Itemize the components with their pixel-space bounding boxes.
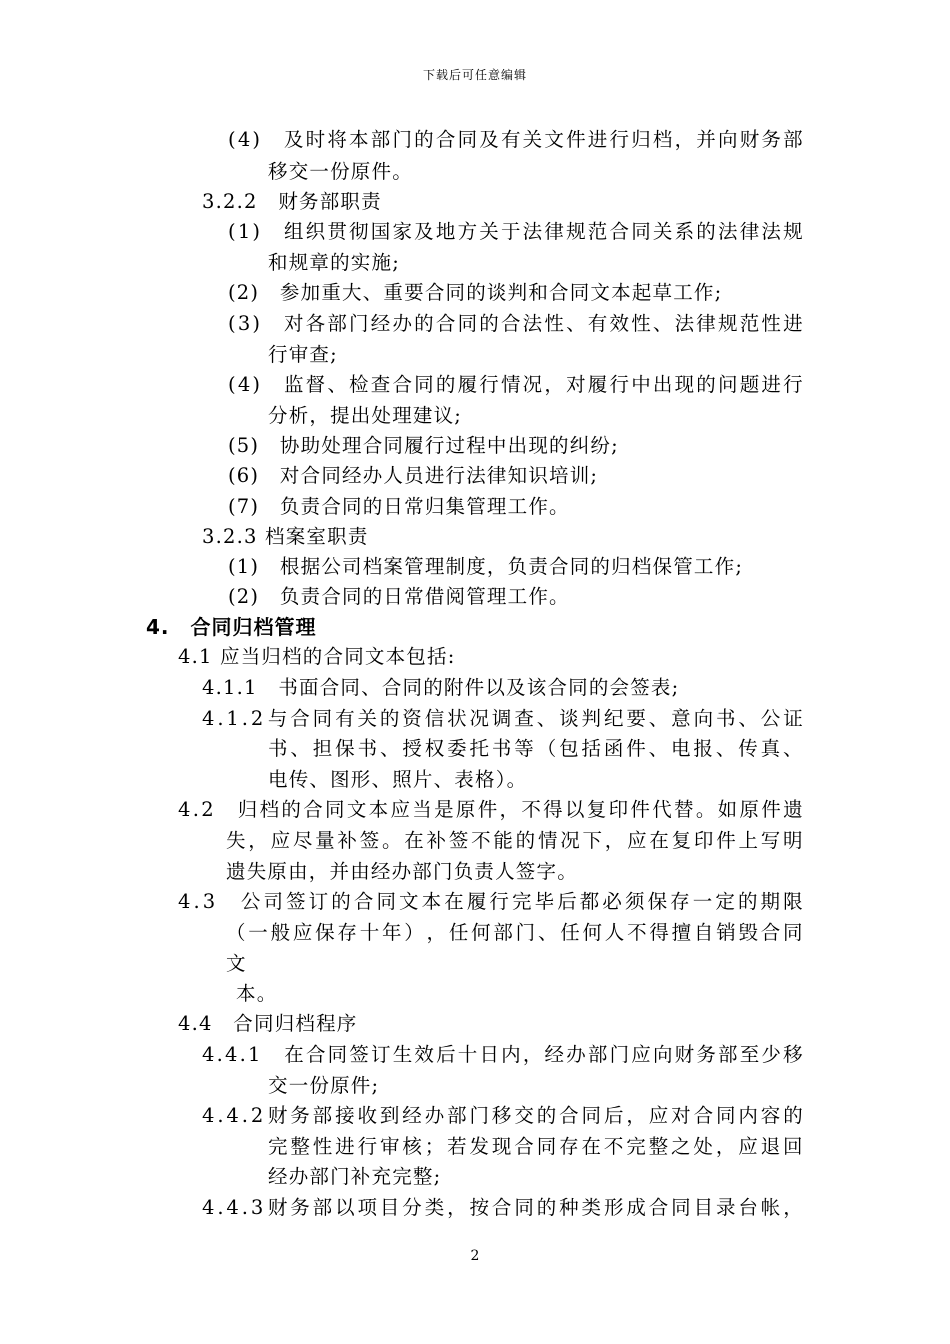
- text-line: 4.4 合同归档程序: [178, 1012, 358, 1035]
- text-line: 4 . 2 归 档 的 合 同 文 本 应 当 是 原 件 ， 不 得 以 复 印 件 代 替 。 如 原 件 遗: [178, 798, 804, 821]
- page-header: 下载后可任意编辑: [422, 68, 527, 82]
- text-line: (1) 根据公司档案管理制度，负责合同的归档保管工作;: [228, 555, 744, 578]
- text-line: ( 1 ) 组 织 贯 彻 国 家 及 地 方 关 于 法 律 规 范 合 同 关 系 的 法 律 法 规: [228, 220, 804, 243]
- text-line: 4 . 4 . 3 财 务 部 以 项 目 分 类 ， 按 合 同 的 种 类 形 成 合 同 目 录 台 帐 ，: [202, 1196, 804, 1219]
- text-line: 失 ， 应 尽 量 补 签 。 在 补 签 不 能 的 情 况 下 ， 应 在 复 印 件 上 写 明: [226, 829, 804, 852]
- text-line: ( 4 ) 及 时 将 本 部 门 的 合 同 及 有 关 文 件 进 行 归 档 ， 并 向 财 务 部: [228, 128, 804, 151]
- text-line: 3.2.2 财务部职责: [202, 190, 382, 213]
- page-number: 2: [470, 1248, 480, 1264]
- text-line: 分析，提出处理建议;: [268, 404, 463, 427]
- text-line: 4 . 4 . 1 在 合 同 签 订 生 效 后 十 日 内 ， 经 办 部 门 应 向 财 务 部 至 少 移: [202, 1043, 804, 1066]
- text-line: 移交一份原件。: [268, 160, 413, 183]
- text-line: 4.1 应当归档的合同文本包括:: [178, 645, 456, 668]
- text-line: 3.2.3 档案室职责: [202, 525, 369, 548]
- text-line: (7) 负责合同的日常归集管理工作。: [228, 495, 570, 518]
- text-line: 4. 合同归档管理: [146, 615, 317, 639]
- text-line: (5) 协助处理合同履行过程中出现的纠纷;: [228, 434, 619, 457]
- text-line: (2) 负责合同的日常借阅管理工作。: [228, 585, 570, 608]
- text-line: 电传、图形、照片、表格）。: [268, 768, 528, 791]
- text-line: 遗失原由，并由经办部门负责人签字。: [226, 860, 578, 883]
- text-line: (6) 对合同经办人员进行法律知识培训;: [228, 464, 599, 487]
- text-line: 4 . 1 . 2 与 合 同 有 关 的 资 信 状 况 调 查 、 谈 判 纪 要 、 意 向 书 、 公 证: [202, 707, 804, 730]
- text-line: 行审查;: [268, 343, 338, 366]
- text-line: ( 3 ) 对 各 部 门 经 办 的 合 同 的 合 法 性 、 有 效 性 、 法 律 规 范 性 进: [228, 312, 804, 335]
- text-line: 4.1.1 书面合同、合同的附件以及该合同的会签表;: [202, 676, 680, 699]
- text-line: (2) 参加重大、重要合同的谈判和合同文本起草工作;: [228, 281, 723, 304]
- text-line: 4 . 3 公 司 签 订 的 合 同 文 本 在 履 行 完 毕 后 都 必 须 保 存 一 定 的 期 限: [178, 890, 804, 913]
- text-line: 文: [226, 952, 247, 975]
- text-line: 本。: [236, 982, 278, 1005]
- text-line: 4 . 4 . 2 财 务 部 接 收 到 经 办 部 门 移 交 的 合 同 后 ， 应 对 合 同 内 容 的: [202, 1104, 804, 1127]
- text-line: 和规章的实施;: [268, 251, 400, 274]
- text-line: 书 、 担 保 书 、 授 权 委 托 书 等 （ 包 括 函 件 、 电 报 、 传 真 、: [268, 737, 804, 760]
- text-line: 完 整 性 进 行 审 核 ； 若 发 现 合 同 存 在 不 完 整 之 处 ， 应 退 回: [268, 1135, 804, 1158]
- text-line: 经办部门补充完整;: [268, 1165, 442, 1188]
- text-line: （ 一 般 应 保 存 十 年 ） ， 任 何 部 门 、 任 何 人 不 得 擅 自 销 毁 合 同: [226, 921, 804, 944]
- text-line: 交一份原件;: [268, 1074, 380, 1097]
- text-line: ( 4 ) 监 督 、 检 查 合 同 的 履 行 情 况 ， 对 履 行 中 出 现 的 问 题 进 行: [228, 373, 804, 396]
